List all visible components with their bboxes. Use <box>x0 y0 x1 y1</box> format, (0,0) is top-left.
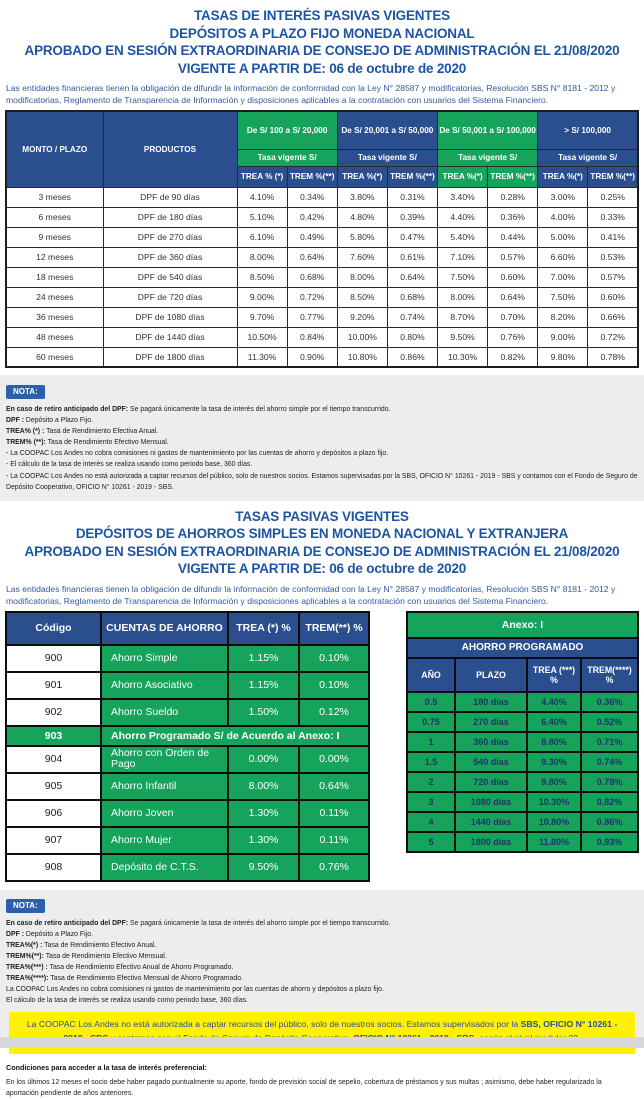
conditions-text: En los últimos 12 meses el socio debe haber pagado puntualmente su aporte, fondo de previsión social de sepelio, cobertura de préstamos y sus multas ; asimismo, debe haber regularizado la aportación pendiente de años anteriores. <box>6 1079 602 1098</box>
plazo-cell: 12 meses <box>6 247 103 267</box>
rate-cell: 9.50% <box>438 327 488 347</box>
anexo-trem: 0.82% <box>581 792 638 812</box>
anexo-trem: 0.36% <box>581 692 638 712</box>
range-group-1: De S/ 100 a S/ 20,000 <box>237 111 337 149</box>
rate-cell: 7.50% <box>538 287 588 307</box>
rate-cell: 0.66% <box>588 307 638 327</box>
anexo-trea: 6.40% <box>527 712 581 732</box>
plazo-cell: 18 meses <box>6 267 103 287</box>
savings-header-codigo: Código <box>6 612 101 645</box>
producto-cell: DPF de 360 días <box>103 247 237 267</box>
trea-value: 1.15% <box>228 645 299 672</box>
rate-cell: 9.20% <box>337 307 387 327</box>
account-name: Ahorro Mujer <box>101 827 228 854</box>
producto-cell: DPF de 180 días <box>103 207 237 227</box>
rate-cell: 10.00% <box>337 327 387 347</box>
rate-cell: 8.00% <box>337 267 387 287</box>
anexo-header-trem: TREM(****) % <box>581 658 638 692</box>
trem-value: 0.10% <box>299 645 369 672</box>
anexo-year: 2 <box>407 772 455 792</box>
producto-cell: DPF de 540 días <box>103 267 237 287</box>
account-code: 903 <box>6 726 101 746</box>
anexo-year: 3 <box>407 792 455 812</box>
rate-cell: 0.60% <box>588 287 638 307</box>
table-row <box>6 247 638 267</box>
rate-cell: 6.60% <box>538 247 588 267</box>
rate-cell: 0.47% <box>387 227 437 247</box>
note-line: TREM%(**): Tasa de Rendimiento Efectivo Mensual. <box>6 953 167 961</box>
table-row <box>6 307 638 327</box>
rate-cell: 0.68% <box>287 267 337 287</box>
trem-header-2: TREM %(**) <box>387 166 437 187</box>
note-line: La COOPAC Los Andes no cobra comisiones ni gastos de mantenimiento por las cuentas de ahorro y depósitos a plazo fijo. <box>6 986 384 994</box>
rate-cell: 0.39% <box>387 207 437 227</box>
table-row <box>407 792 638 812</box>
anexo-trea: 9.80% <box>527 772 581 792</box>
table-row <box>6 347 638 367</box>
note-line: TREA% (*) : Tasa de Rendimiento Efectiva Anual. <box>6 428 159 436</box>
trem-value: 0.64% <box>299 773 369 800</box>
savings-header-cuentas: CUENTAS DE AHORRO <box>101 612 228 645</box>
anexo-plazo: 720 días <box>455 772 527 792</box>
trea-value: 9.50% <box>228 854 299 881</box>
anexo-programado-table <box>406 611 639 853</box>
table-row <box>407 692 638 712</box>
trea-value: 1.50% <box>228 699 299 726</box>
anexo-trea: 10.80% <box>527 812 581 832</box>
anexo-plazo: 540 días <box>455 752 527 772</box>
trem-value: 0.76% <box>299 854 369 881</box>
rate-cell: 8.00% <box>438 287 488 307</box>
table-row <box>6 207 638 227</box>
trea-header-4: TREA %(*) <box>538 166 588 187</box>
rate-cell: 0.77% <box>287 307 337 327</box>
plazo-cell: 9 meses <box>6 227 103 247</box>
rate-cell: 7.60% <box>337 247 387 267</box>
anexo-plazo: 1080 días <box>455 792 527 812</box>
table-row <box>407 712 638 732</box>
anexo-year: 5 <box>407 832 455 852</box>
rate-cell: 8.00% <box>237 247 287 267</box>
section2-title-block <box>0 508 644 578</box>
plazo-cell: 24 meses <box>6 287 103 307</box>
trem-value: 0.12% <box>299 699 369 726</box>
table-row <box>407 832 638 852</box>
rate-cell: 0.68% <box>387 287 437 307</box>
section2-subtitle: DEPÓSITOS DE AHORROS SIMPLES EN MONEDA NACIONAL Y EXTRANJERA <box>75 526 569 542</box>
section1-subtitle: DEPÓSITOS A PLAZO FIJO MONEDA NACIONAL <box>169 25 475 41</box>
producto-cell: DPF de 1800 días <box>103 347 237 367</box>
nota-badge: NOTA: <box>6 385 45 399</box>
rate-cell: 5.00% <box>538 227 588 247</box>
producto-cell: DPF de 1080 días <box>103 307 237 327</box>
account-code: 904 <box>6 746 101 773</box>
table-row <box>6 327 638 347</box>
account-name: Ahorro Infantil <box>101 773 228 800</box>
rate-cell: 0.25% <box>588 187 638 207</box>
rate-cell: 8.20% <box>538 307 588 327</box>
col-header-productos: PRODUCTOS <box>103 111 237 187</box>
rate-cell: 0.31% <box>387 187 437 207</box>
col-header-monto-plazo: MONTO / PLAZO <box>6 111 103 187</box>
supervision-notice <box>9 1012 635 1054</box>
anexo-year: 4 <box>407 812 455 832</box>
note-line: TREA%(***) : Tasa de Rendimiento Efectivo Anual de Ahorro Programado. <box>6 964 234 972</box>
anexo-trea: 8.80% <box>527 732 581 752</box>
table-row <box>407 732 638 752</box>
table-row <box>6 267 638 287</box>
rate-cell: 8.50% <box>337 287 387 307</box>
rate-cell: 7.10% <box>438 247 488 267</box>
anexo-year: 0.75 <box>407 712 455 732</box>
table-row <box>6 827 369 854</box>
page-title: TASAS DE INTERÉS PASIVAS VIGENTES <box>194 8 450 23</box>
rate-cell: 0.64% <box>387 267 437 287</box>
rate-cell: 0.28% <box>488 187 538 207</box>
rate-cell: 9.80% <box>538 347 588 367</box>
nota-section-2 <box>0 890 644 1098</box>
rate-cell: 0.61% <box>387 247 437 267</box>
anexo-trem: 0.78% <box>581 772 638 792</box>
table-row <box>6 645 369 672</box>
table-row <box>6 227 638 247</box>
table-row <box>6 699 369 726</box>
notice-text: La COOPAC Los Andes no está autorizada a captar recursos del público, solo de nuestros socios. Estamos supervisados por la <box>26 1019 521 1030</box>
producto-cell: DPF de 90 días <box>103 187 237 207</box>
anexo-year: 0.5 <box>407 692 455 712</box>
rate-cell: 0.33% <box>588 207 638 227</box>
trem-value: 0.11% <box>299 827 369 854</box>
anexo-plazo: 360 días <box>455 732 527 752</box>
rate-cell: 0.44% <box>488 227 538 247</box>
trem-value: 0.10% <box>299 672 369 699</box>
table-row-903 <box>6 726 369 746</box>
table-row <box>6 287 638 307</box>
tasa-vigente-2: Tasa vigente S/ <box>337 149 437 166</box>
footer-strip <box>0 1037 644 1048</box>
account-code: 906 <box>6 800 101 827</box>
range-group-4: > S/ 100,000 <box>538 111 638 149</box>
trea-value: 1.15% <box>228 672 299 699</box>
rate-cell: 5.10% <box>237 207 287 227</box>
account-name: Ahorro Simple <box>101 645 228 672</box>
trea-header-1: TREA % (*) <box>237 166 287 187</box>
rate-cell: 5.40% <box>438 227 488 247</box>
section2-legal-intro: Las entidades financieras tienen la obligación de difundir la información de conformidad con la Ley N° 28587 y modificatorias, Resolución SBS N° 8181 - 2012 y modificatorias, Reglamento de Transparencia de Información y disposiciones aplicables a la contratación con usuarios del Sistema Financiero. <box>6 583 616 606</box>
trea-value: 1.30% <box>228 800 299 827</box>
anexo-trea: 9.30% <box>527 752 581 772</box>
anexo-trea: 10.30% <box>527 792 581 812</box>
anexo-trem: 0.71% <box>581 732 638 752</box>
account-code: 900 <box>6 645 101 672</box>
section2-title: TASAS PASIVAS VIGENTES <box>235 508 409 524</box>
note-line: DPF : Depósito a Plazo Fijo. <box>6 417 93 425</box>
rate-cell: 0.84% <box>287 327 337 347</box>
plazo-cell: 60 meses <box>6 347 103 367</box>
section1-effective-date: VIGENTE A PARTIR DE: 06 de octubre de 2020 <box>177 60 467 76</box>
trea-value: 8.00% <box>228 773 299 800</box>
rate-cell: 4.00% <box>538 207 588 227</box>
range-group-2: De S/ 20,001 a S/ 50,000 <box>337 111 437 149</box>
nota-badge: NOTA: <box>6 899 45 913</box>
rate-cell: 0.34% <box>287 187 337 207</box>
trea-value: 1.30% <box>228 827 299 854</box>
trea-value: 0.00% <box>228 746 299 773</box>
tasa-vigente-3: Tasa vigente S/ <box>438 149 538 166</box>
notice-oficio-1: SBS, OFICIO N° 10261 - <box>520 1019 618 1030</box>
rate-cell: 5.80% <box>337 227 387 247</box>
rate-cell: 8.50% <box>237 267 287 287</box>
table-row <box>407 812 638 832</box>
rate-cell: 9.70% <box>237 307 287 327</box>
rate-cell: 0.70% <box>488 307 538 327</box>
anexo-trem: 0.74% <box>581 752 638 772</box>
section2-effective-date: VIGENTE A PARTIR DE: 06 de octubre de 2020 <box>177 561 467 577</box>
producto-cell: DPF de 1440 días <box>103 327 237 347</box>
anexo-plazo: 1440 días <box>455 812 527 832</box>
tasa-vigente-4: Tasa vigente S/ <box>538 149 638 166</box>
table-row <box>6 800 369 827</box>
note-line: DPF : Depósito a Plazo Fijo. <box>6 930 93 938</box>
anexo-header-ano: AÑO <box>407 658 455 692</box>
nota-section-1 <box>0 375 644 500</box>
rate-cell: 3.00% <box>538 187 588 207</box>
account-name: Ahorro con Orden de Pago <box>101 746 228 773</box>
rate-cell: 7.00% <box>538 267 588 287</box>
anexo-title: Anexo: I <box>407 612 638 638</box>
anexo-subtitle: AHORRO PROGRAMADO <box>407 638 638 658</box>
rate-cell: 0.64% <box>287 247 337 267</box>
trem-value: 0.00% <box>299 746 369 773</box>
account-name: Ahorro Programado S/ de Acuerdo al Anexo: I <box>101 726 369 746</box>
account-name: Ahorro Sueldo <box>101 699 228 726</box>
savings-header-trem: TREM(**) % <box>299 612 369 645</box>
rate-cell: 0.86% <box>387 347 437 367</box>
section1-legal-intro: Las entidades financieras tienen la obligación de difundir la información de conformidad con la Ley N° 28587 y modificatorias, Resolución SBS N° 8181 - 2012 y modificatorias, Reglamento de Transparencia de Información y disposiciones aplicables a la contratación con usuarios del Sistema Financiero. <box>6 83 616 106</box>
table-row <box>6 187 638 207</box>
rate-cell: 6.10% <box>237 227 287 247</box>
range-group-3: De S/ 50,001 a S/ 100,000 <box>438 111 538 149</box>
rate-cell: 10.30% <box>438 347 488 367</box>
rate-cell: 0.80% <box>387 327 437 347</box>
account-name: Ahorro Asociativo <box>101 672 228 699</box>
rate-cell: 9.00% <box>538 327 588 347</box>
plazo-fijo-rates-table <box>5 110 639 368</box>
rate-cell: 0.60% <box>488 267 538 287</box>
rate-cell: 0.72% <box>287 287 337 307</box>
conditions-title: Condiciones para acceder a la tasa de interés preferencial: <box>6 1063 207 1073</box>
account-code: 901 <box>6 672 101 699</box>
trem-header-1: TREM %(**) <box>287 166 337 187</box>
tasa-vigente-1: Tasa vigente S/ <box>237 149 337 166</box>
trea-header-3: TREA %(*) <box>438 166 488 187</box>
anexo-year: 1 <box>407 732 455 752</box>
anexo-plazo: 1800 días <box>455 832 527 852</box>
note-line: - La COOPAC Los Andes no está autorizada a captar recursos del público, solo de nuestros socios. Estamos supervisadas por la SBS, OFICIO N° 10261 - 2019 - SBS y contamos con el Fondo de Seguro de Depósito Cooperativo, OFICIO N° 10261 - 2019 - SBS. <box>6 472 638 491</box>
rate-cell: 0.72% <box>588 327 638 347</box>
rate-cell: 4.10% <box>237 187 287 207</box>
table-row <box>6 672 369 699</box>
anexo-header-trea: TREA (***) % <box>527 658 581 692</box>
rate-cell: 4.40% <box>438 207 488 227</box>
anexo-trem: 0.93% <box>581 832 638 852</box>
rate-cell: 0.36% <box>488 207 538 227</box>
rate-cell: 10.80% <box>337 347 387 367</box>
table-row <box>6 773 369 800</box>
anexo-plazo: 270 días <box>455 712 527 732</box>
plazo-cell: 6 meses <box>6 207 103 227</box>
table-row <box>6 746 369 773</box>
anexo-header-plazo: PLAZO <box>455 658 527 692</box>
rate-cell: 0.42% <box>287 207 337 227</box>
rate-cell: 10.50% <box>237 327 287 347</box>
rate-cell: 3.40% <box>438 187 488 207</box>
note-line: En caso de retiro anticipado del DPF: Se pagará únicamente la tasa de interés del ahorro simple por el tiempo transcurrido. <box>6 406 391 414</box>
plazo-cell: 48 meses <box>6 327 103 347</box>
account-code: 902 <box>6 699 101 726</box>
account-code: 905 <box>6 773 101 800</box>
trem-header-4: TREM %(**) <box>588 166 638 187</box>
note-line: En caso de retiro anticipado del DPF: Se pagará únicamente la tasa de interés del ahorro simple por el tiempo transcurrido. <box>6 919 391 927</box>
section1-approval-line: APROBADO EN SESIÓN EXTRAORDINARIA DE CONSEJO DE ADMINISTRACIÓN EL 21/08/2020 <box>24 43 620 59</box>
section1-title-block <box>0 7 644 77</box>
rate-cell: 0.57% <box>488 247 538 267</box>
rate-cell: 4.80% <box>337 207 387 227</box>
table-row <box>407 752 638 772</box>
rate-cell: 9.00% <box>237 287 287 307</box>
rate-cell: 0.53% <box>588 247 638 267</box>
producto-cell: DPF de 720 días <box>103 287 237 307</box>
rate-cell: 0.64% <box>488 287 538 307</box>
anexo-year: 1.5 <box>407 752 455 772</box>
savings-header-trea: TREA (*) % <box>228 612 299 645</box>
table-row <box>6 854 369 881</box>
account-name: Depósito de C.T.S. <box>101 854 228 881</box>
rate-cell: 0.78% <box>588 347 638 367</box>
rate-cell: 0.76% <box>488 327 538 347</box>
rate-cell: 0.57% <box>588 267 638 287</box>
rate-cell: 0.49% <box>287 227 337 247</box>
plazo-cell: 36 meses <box>6 307 103 327</box>
anexo-trea: 11.80% <box>527 832 581 852</box>
note-line: TREM% (**): Tasa de Rendimiento Efectivo Mensual. <box>6 439 169 447</box>
rate-cell: 0.41% <box>588 227 638 247</box>
anexo-trea: 4.40% <box>527 692 581 712</box>
rate-cell: 8.70% <box>438 307 488 327</box>
savings-accounts-table <box>5 611 370 882</box>
plazo-cell: 3 meses <box>6 187 103 207</box>
producto-cell: DPF de 270 días <box>103 227 237 247</box>
note-line: El cálculo de la tasa de interés se realiza usando como periodo base, 360 días. <box>6 997 249 1005</box>
note-line: TREA%(*) : Tasa de Rendimiento Efectivo Anual. <box>6 941 157 949</box>
account-code: 907 <box>6 827 101 854</box>
trem-value: 0.11% <box>299 800 369 827</box>
anexo-trem: 0.86% <box>581 812 638 832</box>
account-code: 908 <box>6 854 101 881</box>
rate-cell: 0.74% <box>387 307 437 327</box>
anexo-trem: 0.52% <box>581 712 638 732</box>
trem-header-3: TREM %(**) <box>488 166 538 187</box>
rate-cell: 3.80% <box>337 187 387 207</box>
trea-header-2: TREA %(*) <box>337 166 387 187</box>
section2-approval-line: APROBADO EN SESIÓN EXTRAORDINARIA DE CONSEJO DE ADMINISTRACIÓN EL 21/08/2020 <box>24 543 620 559</box>
rate-cell: 0.90% <box>287 347 337 367</box>
rate-cell: 7.50% <box>438 267 488 287</box>
table-row <box>407 772 638 792</box>
note-line: - El cálculo de la tasa de interés se realiza usando como periodo base, 360 días. <box>6 461 253 469</box>
account-name: Ahorro Joven <box>101 800 228 827</box>
note-line: TREA%(****): Tasa de Rendimiento Efectivo Mensual de Ahorro Programado. <box>6 975 243 983</box>
rate-cell: 0.82% <box>488 347 538 367</box>
rate-cell: 11.30% <box>237 347 287 367</box>
note-line: - La COOPAC Los Andes no cobra comisiones ni gastos de mantenimiento por las cuentas de ahorro y depósitos a plazo fijo. <box>6 450 389 458</box>
anexo-plazo: 180 días <box>455 692 527 712</box>
